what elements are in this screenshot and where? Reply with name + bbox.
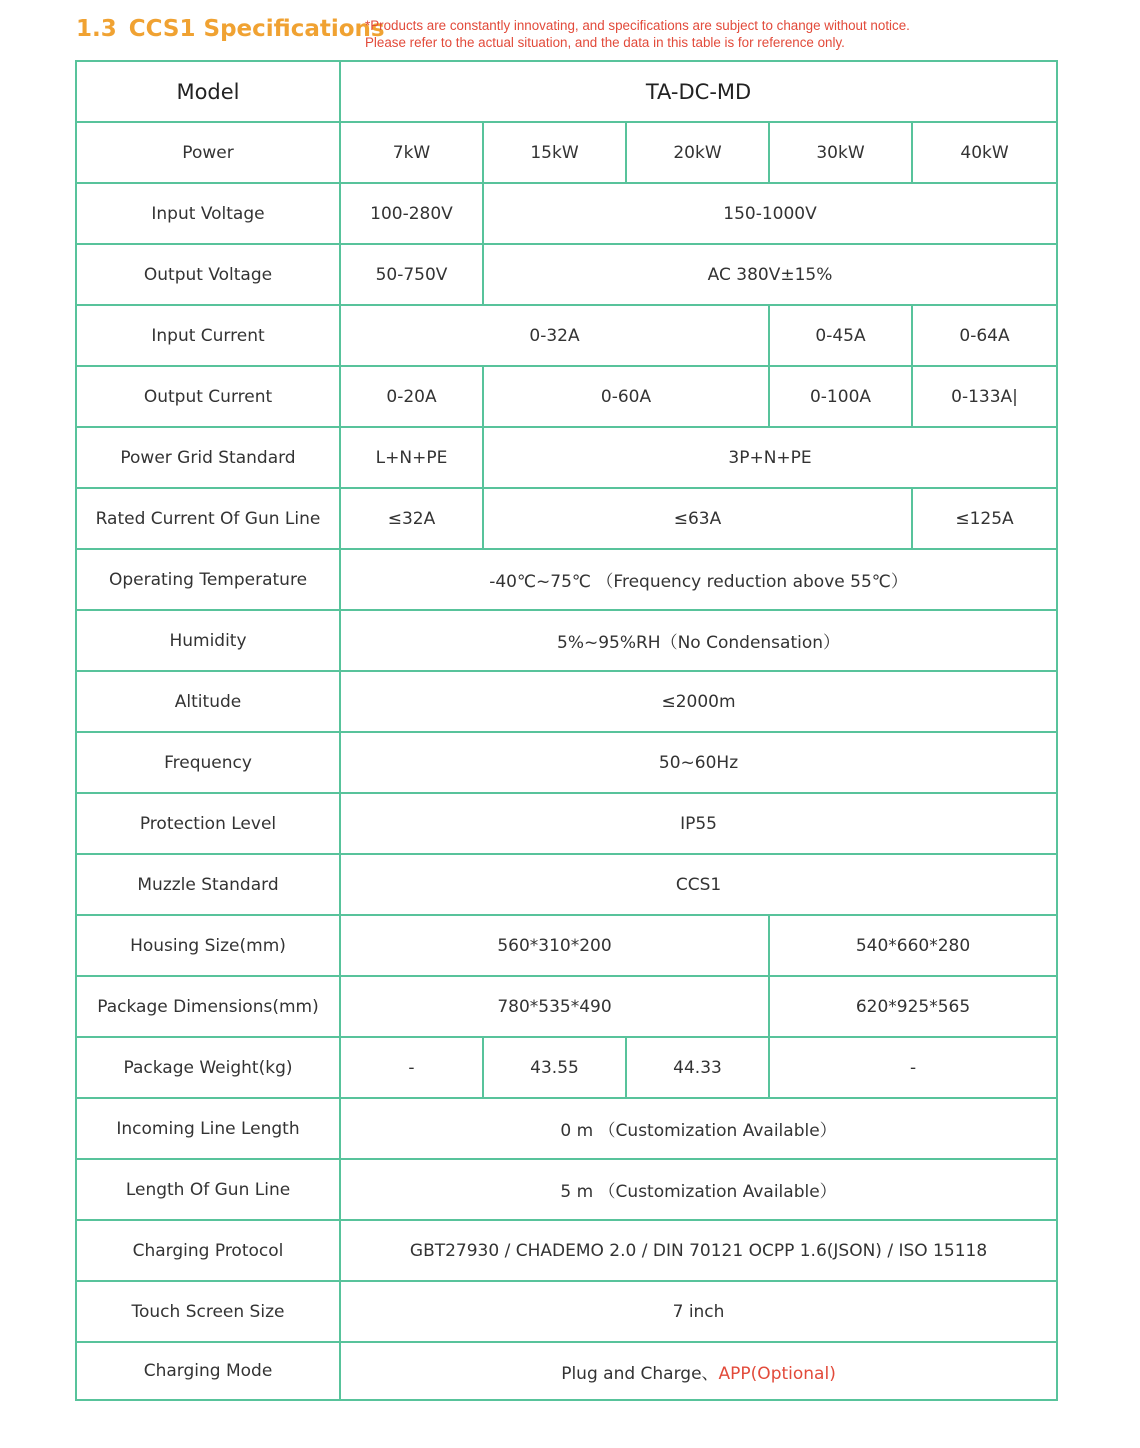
row-rated-current-gun-line [76, 488, 1057, 549]
charging-protocol-label: Charging Protocol [76, 1220, 340, 1281]
output-current-value: 0-20A [340, 366, 483, 427]
rated-current-value: ≤125A [912, 488, 1057, 549]
section-title [76, 16, 385, 42]
row-input-voltage [76, 183, 1057, 244]
row-muzzle-standard [76, 854, 1057, 915]
package-dimensions-value: 620*925*565 [769, 976, 1057, 1037]
power-value: 20kW [626, 122, 769, 183]
package-dimensions-value: 780*535*490 [340, 976, 769, 1037]
output-current-value: 0-60A [483, 366, 769, 427]
section-title-text: CCS1 Specifications [128, 16, 385, 42]
power-grid-value: L+N+PE [340, 427, 483, 488]
model-value: TA-DC-MD [340, 61, 1057, 122]
row-protection-level [76, 793, 1057, 854]
output-voltage-label: Output Voltage [76, 244, 340, 305]
protection-level-label: Protection Level [76, 793, 340, 854]
housing-size-value: 540*660*280 [769, 915, 1057, 976]
row-package-dimensions [76, 976, 1057, 1037]
humidity-label: Humidity [76, 610, 340, 671]
row-operating-temperature [76, 549, 1057, 610]
operating-temperature-label: Operating Temperature [76, 549, 340, 610]
housing-size-label: Housing Size(mm) [76, 915, 340, 976]
package-weight-value: 44.33 [626, 1037, 769, 1098]
output-voltage-value: 50-750V [340, 244, 483, 305]
housing-size-value: 560*310*200 [340, 915, 769, 976]
charging-protocol-value: GBT27930 / CHADEMO 2.0 / DIN 70121 OCPP 1.6(JSON) / ISO 15118 [340, 1220, 1057, 1281]
input-current-value: 0-32A [340, 305, 769, 366]
power-value: 15kW [483, 122, 626, 183]
charging-mode-main: Plug and Charge、 [561, 1363, 719, 1384]
row-power [76, 122, 1057, 183]
power-grid-label: Power Grid Standard [76, 427, 340, 488]
row-output-voltage [76, 244, 1057, 305]
row-charging-protocol [76, 1220, 1057, 1281]
length-gun-line-label: Length Of Gun Line [76, 1159, 340, 1220]
charging-mode-optional: APP(Optional) [718, 1363, 836, 1384]
incoming-line-length-value: 0 m （Customization Available） [340, 1098, 1057, 1159]
power-label: Power [76, 122, 340, 183]
frequency-value: 50~60Hz [340, 732, 1057, 793]
section-number: 1.3 [76, 16, 117, 42]
charging-mode-label: Charging Mode [76, 1342, 340, 1400]
input-current-value: 0-45A [769, 305, 912, 366]
length-gun-line-value: 5 m （Customization Available） [340, 1159, 1057, 1220]
humidity-value: 5%~95%RH（No Condensation） [340, 610, 1057, 671]
altitude-value: ≤2000m [340, 671, 1057, 732]
muzzle-standard-label: Muzzle Standard [76, 854, 340, 915]
frequency-label: Frequency [76, 732, 340, 793]
output-current-value: 0-100A [769, 366, 912, 427]
row-humidity [76, 610, 1057, 671]
row-housing-size [76, 915, 1057, 976]
operating-temperature-value: -40℃~75℃ （Frequency reduction above 55℃） [340, 549, 1057, 610]
notice-line-1: *Products are constantly innovating, and specifications are subject to change without notice. [365, 18, 910, 33]
rated-current-label: Rated Current Of Gun Line [76, 488, 340, 549]
row-power-grid-standard [76, 427, 1057, 488]
rated-current-value: ≤32A [340, 488, 483, 549]
touch-screen-size-value: 7 inch [340, 1281, 1057, 1342]
input-current-label: Input Current [76, 305, 340, 366]
package-weight-value: - [340, 1037, 483, 1098]
row-output-current [76, 366, 1057, 427]
row-frequency [76, 732, 1057, 793]
row-package-weight [76, 1037, 1057, 1098]
power-grid-value: 3P+N+PE [483, 427, 1057, 488]
power-value: 30kW [769, 122, 912, 183]
input-voltage-value: 100-280V [340, 183, 483, 244]
input-voltage-label: Input Voltage [76, 183, 340, 244]
row-length-gun-line [76, 1159, 1057, 1220]
package-dimensions-label: Package Dimensions(mm) [76, 976, 340, 1037]
power-value: 40kW [912, 122, 1057, 183]
output-current-value: 0-133A| [912, 366, 1057, 427]
touch-screen-size-label: Touch Screen Size [76, 1281, 340, 1342]
muzzle-standard-value: CCS1 [340, 854, 1057, 915]
disclaimer-notice [365, 17, 910, 51]
output-voltage-value: AC 380V±15% [483, 244, 1057, 305]
rated-current-value: ≤63A [483, 488, 912, 549]
row-incoming-line-length [76, 1098, 1057, 1159]
incoming-line-length-label: Incoming Line Length [76, 1098, 340, 1159]
output-current-label: Output Current [76, 366, 340, 427]
package-weight-value: 43.55 [483, 1037, 626, 1098]
package-weight-value: - [769, 1037, 1057, 1098]
input-current-value: 0-64A [912, 305, 1057, 366]
charging-mode-value [340, 1342, 1057, 1400]
model-label: Model [76, 61, 340, 122]
row-charging-mode [76, 1342, 1057, 1400]
protection-level-value: IP55 [340, 793, 1057, 854]
row-touch-screen-size [76, 1281, 1057, 1342]
altitude-label: Altitude [76, 671, 340, 732]
input-voltage-value: 150-1000V [483, 183, 1057, 244]
row-model [76, 61, 1057, 122]
row-input-current [76, 305, 1057, 366]
notice-line-2: Please refer to the actual situation, and the data in this table is for reference only. [365, 35, 845, 50]
row-altitude [76, 671, 1057, 732]
spec-table [75, 60, 1058, 1401]
package-weight-label: Package Weight(kg) [76, 1037, 340, 1098]
page-header [76, 14, 1056, 54]
power-value: 7kW [340, 122, 483, 183]
